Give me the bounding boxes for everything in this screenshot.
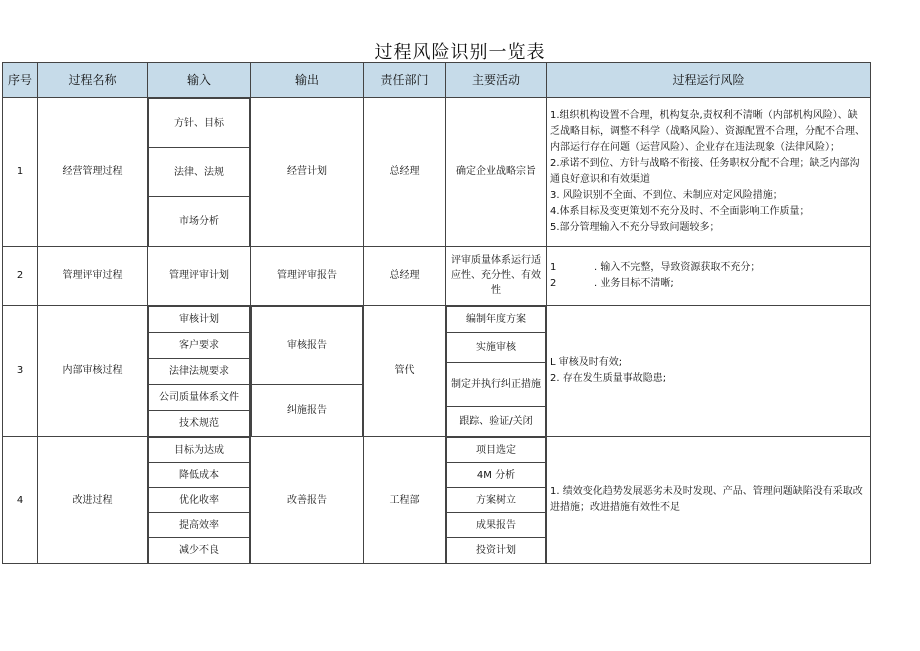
- header-output: 输出: [251, 63, 364, 98]
- risk-cell: [547, 98, 871, 247]
- output-item: 审核报告: [252, 306, 363, 384]
- header-risk: 过程运行风险: [547, 63, 871, 98]
- input-item: 方针、目标: [149, 99, 250, 148]
- risk-item: 2. 存在发生质量事故隐患;: [550, 372, 667, 384]
- activity-item: 投资计划: [447, 538, 546, 563]
- process-name: 内部审核过程: [38, 305, 148, 437]
- activity-cell: 确定企业战略宗旨: [446, 98, 547, 247]
- output-cell: 管理评审报告: [251, 246, 364, 305]
- dept-cell: 总经理: [364, 246, 446, 305]
- risk-item: L 审核及时有效;: [550, 356, 623, 368]
- output-cell: [251, 305, 364, 437]
- input-item: 目标为达成: [149, 438, 250, 463]
- header-no: 序号: [3, 63, 38, 98]
- input-item: 提高效率: [149, 513, 250, 538]
- risk-item: 5.部分管理输入不充分导致问题较多；: [550, 221, 720, 233]
- risk-item: 3. 风险识别不全面、不到位、未制应对定风险措施；: [550, 189, 783, 201]
- input-item: 法律法规要求: [149, 358, 250, 384]
- input-item: 市场分析: [149, 197, 250, 246]
- activity-cell: [446, 305, 547, 437]
- risk-item-text: . 业务目标不清晰;: [594, 277, 674, 289]
- risk-cell: [547, 246, 871, 305]
- input-cell: [148, 305, 251, 437]
- input-item: 优化收率: [149, 488, 250, 513]
- activity-item: 方案树立: [447, 488, 546, 513]
- input-item: 客户要求: [149, 332, 250, 358]
- process-name: 管理评审过程: [38, 246, 148, 305]
- process-name: 改进过程: [38, 437, 148, 564]
- input-cell: 管理评审计划: [148, 246, 251, 305]
- header-input: 输入: [148, 63, 251, 98]
- row-no: 3: [3, 305, 38, 437]
- output-item: 纠施报告: [252, 384, 363, 436]
- risk-item: 4.体系目标及变更策划不充分及时、不全面影响工作质量；: [550, 205, 810, 217]
- risk-item: 1.组织机构设置不合理，机构复杂,责权利不清晰（内部机构风险）、缺乏战略目标，调整不科学（战略风险）、资源配置不合理，分配不合理、内部运行存在问题（运营风险）、企业存在违法现象（法律风险）；: [550, 109, 865, 153]
- activity-cell: [446, 437, 547, 564]
- row-no: 4: [3, 437, 38, 564]
- input-cell: [148, 98, 251, 247]
- input-item: 技术规范: [149, 410, 250, 436]
- risk-table: [2, 62, 871, 564]
- output-cell: 经营计划: [251, 98, 364, 247]
- dept-cell: 工程部: [364, 437, 446, 564]
- dept-cell: 总经理: [364, 98, 446, 247]
- page-title: 过程风险识别一览表: [374, 42, 546, 63]
- activity-item: 4M 分析: [447, 463, 546, 488]
- risk-item: [550, 276, 867, 292]
- activity-cell: 评审质量体系运行适应性、充分性、有效性: [446, 246, 547, 305]
- risk-cell: [547, 305, 871, 437]
- input-item: 减少不良: [149, 538, 250, 563]
- header-process-name: 过程名称: [38, 63, 148, 98]
- input-cell: [148, 437, 251, 564]
- activity-item: 编制年度方案: [447, 306, 546, 332]
- dept-cell: 管代: [364, 305, 446, 437]
- activity-item: 跟踪、验证/关闭: [447, 406, 546, 436]
- risk-item: 2.承诺不到位、方针与战略不衔接、任务职权分配不合理；缺乏内部沟通良好意识和有效渠道: [550, 157, 860, 185]
- activity-item: 项目选定: [447, 438, 546, 463]
- risk-cell: 1. 绩效变化趋势发展恶劣未及时发现、产品、管理问题缺陷没有采取改进措施；改进措施有效性不足: [547, 437, 871, 564]
- row-no: 1: [3, 98, 38, 247]
- risk-item: [550, 260, 867, 276]
- input-item: 降低成本: [149, 463, 250, 488]
- header-row: [3, 63, 871, 98]
- activity-item: 制定并执行纠正措施: [447, 362, 546, 406]
- risk-item-number: 2: [550, 277, 557, 289]
- table-row: [3, 98, 871, 247]
- header-activity: 主要活动: [446, 63, 547, 98]
- input-item: 公司质量体系文件: [149, 384, 250, 410]
- activity-item: 实施审核: [447, 332, 546, 362]
- row-no: 2: [3, 246, 38, 305]
- activity-item: 成果报告: [447, 513, 546, 538]
- input-item: 法律、法规: [149, 148, 250, 197]
- risk-item-text: . 输入不完整，导致资源获取不充分；: [594, 261, 761, 273]
- input-item: 审核计划: [149, 306, 250, 332]
- table-row: [3, 246, 871, 305]
- header-dept: 责任部门: [364, 63, 446, 98]
- output-cell: 改善报告: [251, 437, 364, 564]
- table-row: [3, 305, 871, 437]
- process-name: 经营管理过程: [38, 98, 148, 247]
- table-row: [3, 437, 871, 564]
- risk-item-number: 1: [550, 261, 557, 273]
